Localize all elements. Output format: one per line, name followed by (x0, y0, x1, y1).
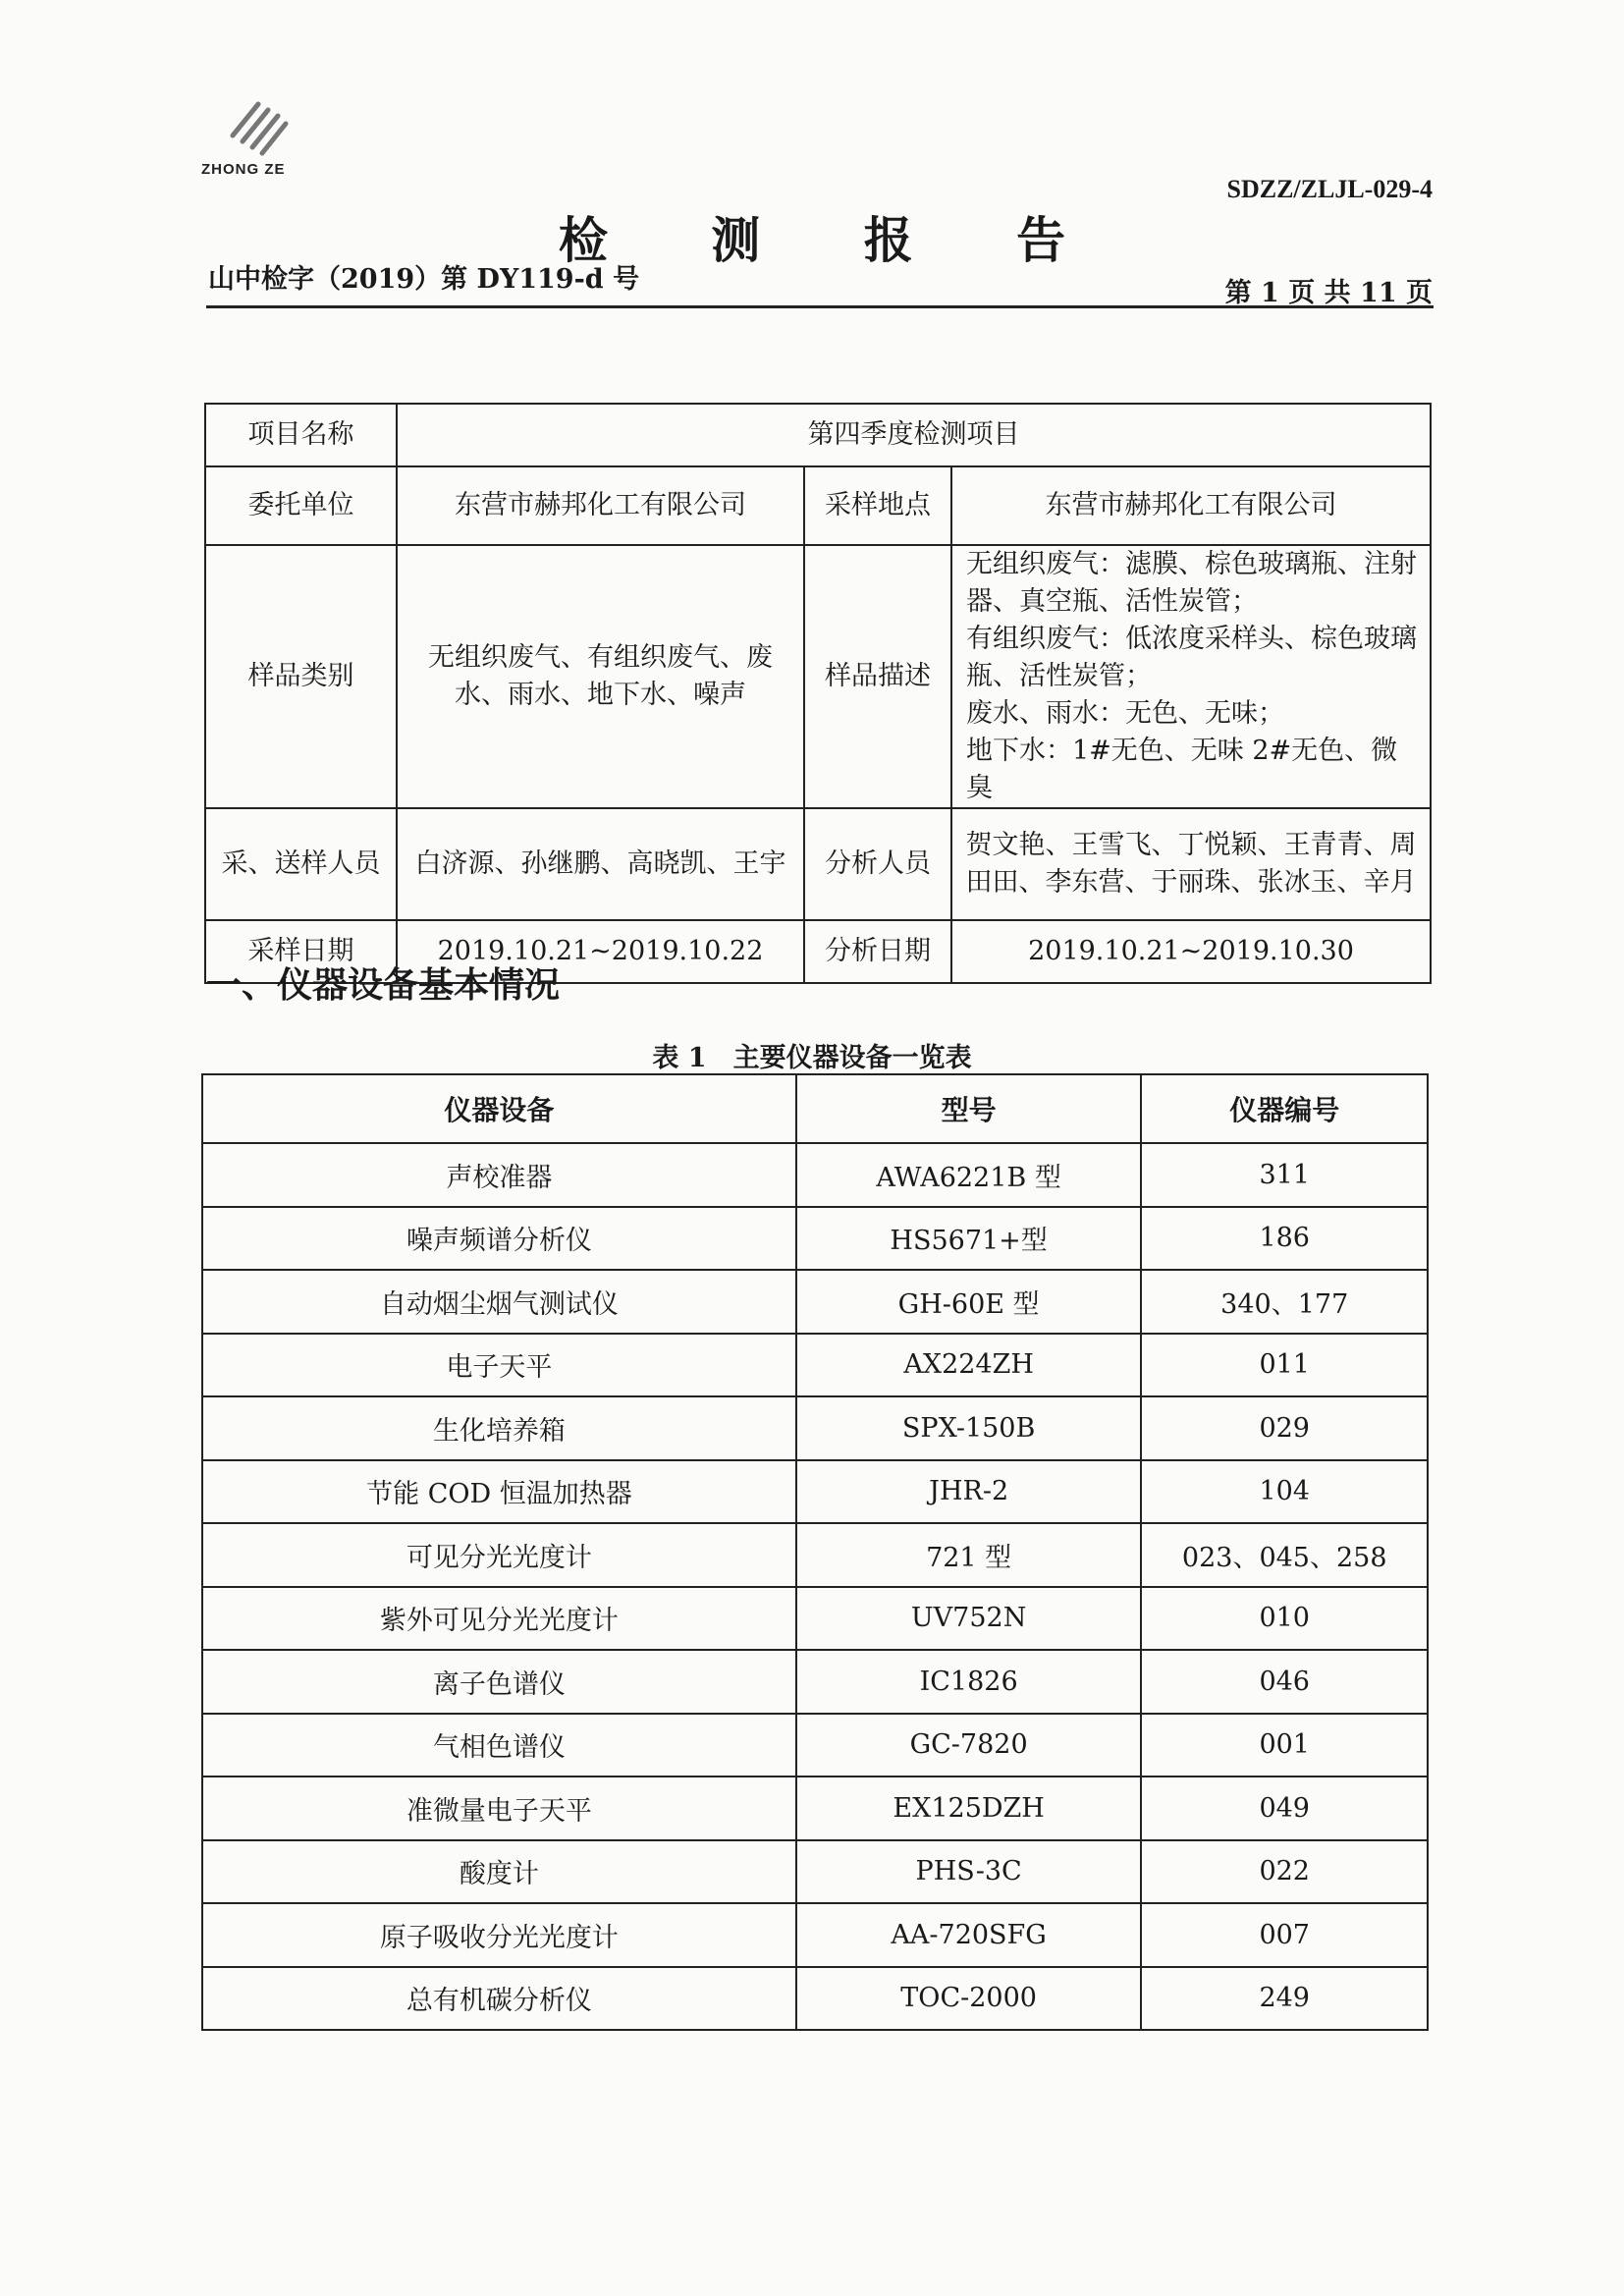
table-row (202, 1270, 1428, 1334)
table-cell: 186 (1141, 1207, 1428, 1271)
table-cell: 023、045、258 (1141, 1523, 1428, 1587)
table-row (202, 1587, 1428, 1651)
analyst-label: 分析人员 (804, 808, 951, 920)
table-cell: 340、177 (1141, 1270, 1428, 1334)
table-cell: 气相色谱仪 (202, 1714, 796, 1777)
table-cell: 001 (1141, 1714, 1428, 1777)
report-title: 检 测 报 告 (558, 211, 1110, 269)
table-cell: AX224ZH (796, 1334, 1142, 1397)
project-name-label: 项目名称 (205, 404, 397, 466)
table-cell: 生化培养箱 (202, 1396, 796, 1460)
table-cell: 可见分光光度计 (202, 1523, 796, 1587)
project-info-table (204, 403, 1432, 984)
table-cell: 总有机碳分析仪 (202, 1967, 796, 2031)
page-info: 第 1 页 共 11 页 (1224, 278, 1433, 308)
analyst-value: 贺文艳、王雪飞、丁悦颖、王青青、周田田、李东营、于丽珠、张冰玉、辛月 (951, 808, 1431, 920)
table-cell: 007 (1141, 1903, 1428, 1967)
table-row (202, 1840, 1428, 1904)
column-header: 型号 (796, 1074, 1142, 1143)
sample-description-label: 样品描述 (804, 545, 951, 808)
report-number: 山中检字（2019）第 DY119-d 号 (208, 264, 640, 295)
table-cell: 011 (1141, 1334, 1428, 1397)
table-cell: GC-7820 (796, 1714, 1142, 1777)
desc-line: 废水、雨水：无色、无味； (966, 698, 1284, 729)
table-cell: GH-60E 型 (796, 1270, 1142, 1334)
equipment-table (201, 1073, 1429, 2031)
table-cell: 249 (1141, 1967, 1428, 2031)
table-cell: 自动烟尘烟气测试仪 (202, 1270, 796, 1334)
table-cell: IC1826 (796, 1650, 1142, 1714)
sample-category-label: 样品类别 (205, 545, 397, 808)
table-row (202, 1334, 1428, 1397)
table-cell: 声校准器 (202, 1143, 796, 1207)
table-cell: HS5671+型 (796, 1207, 1142, 1271)
project-name-value: 第四季度检测项目 (397, 404, 1431, 466)
table-row (202, 1967, 1428, 2031)
table-cell: 010 (1141, 1587, 1428, 1651)
table-cell: TOC-2000 (796, 1967, 1142, 2031)
sampling-site-value: 东营市赫邦化工有限公司 (951, 466, 1431, 545)
table-cell: PHS-3C (796, 1840, 1142, 1904)
analysis-date-label: 分析日期 (804, 920, 951, 983)
sampler-label: 采、送样人员 (205, 808, 397, 920)
table-cell: 721 型 (796, 1523, 1142, 1587)
table-cell: 电子天平 (202, 1334, 796, 1397)
table-row (202, 1650, 1428, 1714)
sampling-date-value: 2019.10.21~2019.10.22 (397, 920, 804, 983)
column-header: 仪器编号 (1141, 1074, 1428, 1143)
section-heading: 一、仪器设备基本情况 (206, 964, 561, 1006)
desc-line: 有组织废气：低浓度采样头、棕色玻璃瓶、活性炭管； (966, 624, 1417, 691)
table-cell: 紫外可见分光光度计 (202, 1587, 796, 1651)
table-cell: SPX-150B (796, 1396, 1142, 1460)
table-cell: 311 (1141, 1143, 1428, 1207)
logo-mark-icon (223, 98, 292, 157)
sampling-date-label: 采样日期 (205, 920, 397, 983)
company-logo (201, 98, 319, 178)
table-cell: 022 (1141, 1840, 1428, 1904)
table-cell: AWA6221B 型 (796, 1143, 1142, 1207)
table-row (202, 1396, 1428, 1460)
table-cell: AA-720SFG (796, 1903, 1142, 1967)
table-cell: 原子吸收分光光度计 (202, 1903, 796, 1967)
table-caption: 表 1 主要仪器设备一览表 (652, 1043, 972, 1073)
table-row (202, 1714, 1428, 1777)
table-cell: 节能 COD 恒温加热器 (202, 1460, 796, 1524)
sampler-value: 白济源、孙继鹏、高晓凯、王宇 (397, 808, 804, 920)
table-row (202, 1460, 1428, 1524)
table-row (202, 1143, 1428, 1207)
table-row (202, 1777, 1428, 1840)
sample-category-value: 无组织废气、有组织废气、废水、雨水、地下水、噪声 (397, 545, 804, 808)
client-value: 东营市赫邦化工有限公司 (397, 466, 804, 545)
table-cell: 049 (1141, 1777, 1428, 1840)
sampling-site-label: 采样地点 (804, 466, 951, 545)
table-cell: 噪声频谱分析仪 (202, 1207, 796, 1271)
logo-text: ZHONG ZE (201, 161, 286, 178)
analysis-date-value: 2019.10.21~2019.10.30 (951, 920, 1431, 983)
header-divider (206, 305, 1434, 308)
table-cell: 酸度计 (202, 1840, 796, 1904)
sample-description-value (951, 545, 1431, 808)
table-cell: 029 (1141, 1396, 1428, 1460)
table-row (202, 1523, 1428, 1587)
table-cell: UV752N (796, 1587, 1142, 1651)
table-cell: JHR-2 (796, 1460, 1142, 1524)
column-header: 仪器设备 (202, 1074, 796, 1143)
table-header-row (202, 1074, 1428, 1143)
table-cell: EX125DZH (796, 1777, 1142, 1840)
table-cell: 准微量电子天平 (202, 1777, 796, 1840)
table-row (202, 1207, 1428, 1271)
client-label: 委托单位 (205, 466, 397, 545)
table-cell: 046 (1141, 1650, 1428, 1714)
table-row (202, 1903, 1428, 1967)
table-cell: 离子色谱仪 (202, 1650, 796, 1714)
document-code: SDZZ/ZLJL-029-4 (1226, 175, 1433, 203)
desc-line: 地下水：1#无色、无味 2#无色、微臭 (966, 736, 1398, 803)
table-cell: 104 (1141, 1460, 1428, 1524)
desc-line: 无组织废气：滤膜、棕色玻璃瓶、注射器、真空瓶、活性炭管； (966, 549, 1417, 617)
